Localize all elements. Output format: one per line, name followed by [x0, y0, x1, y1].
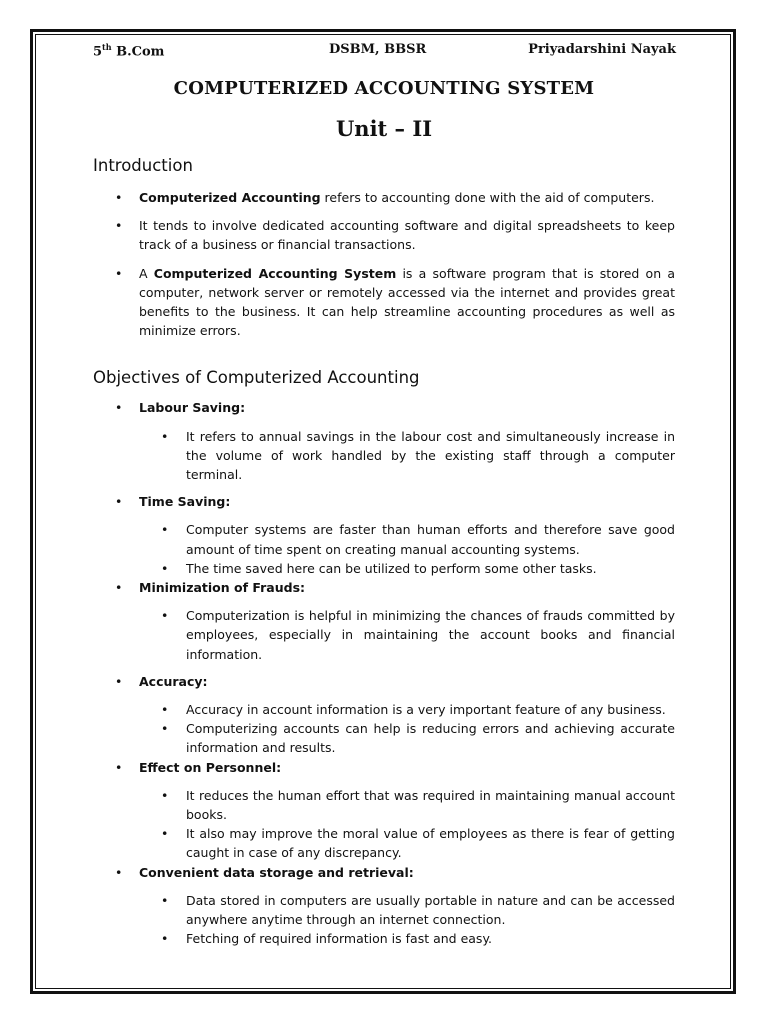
objective-time-saving	[93, 492, 675, 578]
list-item: • It reduces the human effort that was required in maintaining manual account books.	[139, 786, 675, 824]
objectives-heading: Objectives of Computerized Accounting	[93, 368, 420, 388]
list-item: • Data stored in computers are usually portable in nature and can be accessed anywhere anytime through an internet connection.	[139, 891, 675, 929]
list-item: • A Computerized Accounting System is a software program that is stored on a computer, network server or remotely accessed via the internet and provides great benefits to the business. It can help streamline accounting procedures as well as minimize errors.	[93, 264, 675, 341]
objective-label: Effect on Personnel:	[139, 759, 282, 775]
introduction-list	[93, 188, 675, 340]
sub-list	[139, 700, 675, 758]
header-author: Priyadarshini Nayak	[528, 42, 676, 57]
list-item: • It tends to involve dedicated accounting software and digital spreadsheets to keep track of a business or financial transactions.	[93, 216, 675, 254]
list-item: • Computerized Accounting refers to accounting done with the aid of computers.	[93, 188, 675, 207]
list-item: • Fetching of required information is fast and easy.	[139, 929, 675, 948]
list-item: • Computer systems are faster than human efforts and therefore save good amount of time spent on creating manual accounting systems.	[139, 520, 675, 558]
objectives-list	[93, 398, 675, 948]
objective-minimization-of-frauds	[93, 578, 675, 664]
objective-label: Labour Saving:	[139, 400, 246, 416]
document-unit: Unit – II	[335, 116, 433, 141]
objective-label: Accuracy:	[139, 673, 208, 689]
list-item: • Computerizing accounts can help is reducing errors and achieving accurate information and results.	[139, 719, 675, 757]
list-item: • The time saved here can be utilized to perform some other tasks.	[139, 559, 675, 578]
sub-list	[139, 427, 675, 485]
header-course: 5th B.Com	[93, 42, 165, 60]
list-item: • It also may improve the moral value of employees as there is fear of getting caught in case of any discrepancy.	[139, 824, 675, 862]
objective-labour-saving	[93, 398, 675, 484]
page-header	[93, 42, 676, 62]
objective-label: Convenient data storage and retrieval:	[139, 864, 414, 880]
document-body	[93, 154, 675, 949]
list-item: • Computerization is helpful in minimizing the chances of frauds committed by employees, especially in maintaining the account books and financial information.	[139, 606, 675, 664]
sub-list	[139, 520, 675, 578]
objective-accuracy	[93, 672, 675, 758]
list-item: • Accuracy in account information is a very important feature of any business.	[139, 700, 675, 719]
objective-effect-on-personnel	[93, 758, 675, 863]
objective-label: Minimization of Frauds:	[139, 580, 306, 596]
objective-data-storage	[93, 863, 675, 949]
introduction-heading: Introduction	[93, 156, 193, 175]
sub-list	[139, 786, 675, 863]
document-title: COMPUTERIZED ACCOUNTING SYSTEM	[173, 78, 595, 99]
list-item: • It refers to annual savings in the labour cost and simultaneously increase in the volume of work handled by the existing staff through a computer terminal.	[139, 427, 675, 485]
sub-list	[139, 606, 675, 664]
header-institution: DSBM, BBSR	[329, 42, 427, 57]
sub-list	[139, 891, 675, 949]
objective-label: Time Saving:	[139, 494, 231, 510]
